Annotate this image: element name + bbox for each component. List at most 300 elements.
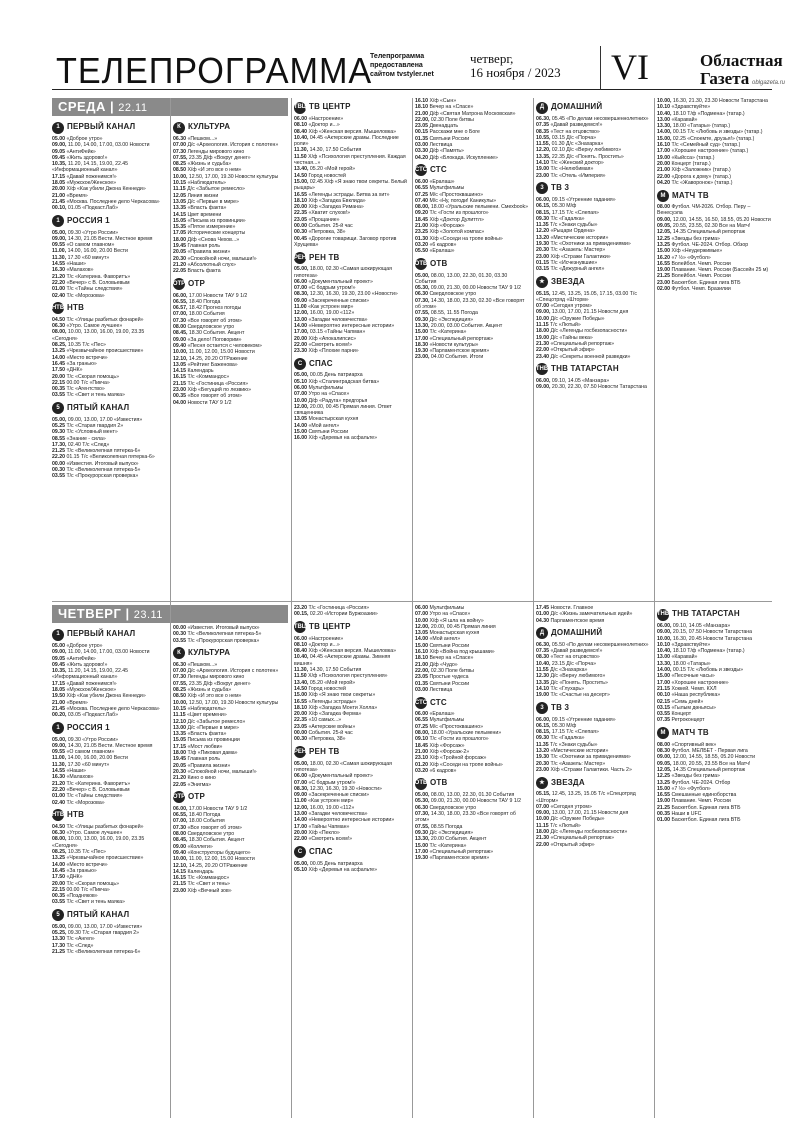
channel-logo-icon: РЕН xyxy=(294,746,306,758)
program-entry: 13.20 «Мистические истории» xyxy=(536,748,609,755)
program-entry: 14.00 «Невероятно интересные истории» xyxy=(294,817,395,824)
channel-logo-icon: РЕН xyxy=(294,252,306,264)
program-entry: 18.05 «Мужское/Женское» xyxy=(52,687,117,694)
program-entry: 10.35, 11.20, 14.15, 19.00, 22.45 «Информационный канал» xyxy=(52,668,129,681)
program-entry: 22.00 «Открытый эфир» xyxy=(536,347,595,354)
column-divider xyxy=(533,98,534,1118)
program-entry: 12.00, 16.00, 19.00 «112» xyxy=(294,804,355,811)
program-entry: 06.57, 18.42 Прогноз погоды xyxy=(173,305,242,312)
program-entry: 23.10 Х/ф «Тройной форсаж» xyxy=(415,755,487,762)
day-separator xyxy=(52,601,772,602)
program-entry: 10.00 Х/ф «Я шла на войну» xyxy=(415,617,484,624)
program-entry: 05.15, 12.45, 13.25, 15.05, 17.15, 03.00 Т/с «Спецотряд «Шторм» xyxy=(536,290,637,303)
program-entry: 09.00, 20.15, 07.50 Новости Татарстана xyxy=(657,629,753,636)
program-entry: 10.15 «Наблюдатель» xyxy=(173,180,226,187)
program-entry: 08.30, 12.30, 16.30, 19.30, 23.00 «Новости» xyxy=(294,291,398,298)
program-entry: 23.00 Х/ф «Бегущий по лезвию» xyxy=(173,386,251,393)
channel-name: ПЕРВЫЙ КАНАЛ xyxy=(67,122,136,132)
channel-header xyxy=(52,215,167,228)
program-entry: 15.35 «Пятое измерение» xyxy=(173,224,236,231)
program-entry: 09.00, 11.00, 14.00, 17.00, 03.00 Новости xyxy=(52,142,150,149)
program-entry: 14.55 «Наши» xyxy=(52,261,86,268)
program-entry: 07.30 «Все говорят об этом» xyxy=(173,317,242,324)
program-entry: 22.00, 02.30 Поле битвы xyxy=(415,667,474,674)
program-entry: 19.50 Х/ф «Как убили Джона Кеннеди» xyxy=(52,693,146,700)
program-entry: 13.30, 20.00 События. Акцент xyxy=(415,836,487,843)
program-entry: 16.55 «Легенды эстрады» xyxy=(294,698,357,705)
program-entry: 12.25 «Звезды без грима» xyxy=(657,235,720,242)
channel-header xyxy=(52,302,167,315)
program-entry: 06.30 «Утро. Самое лучшее» xyxy=(52,830,123,837)
program-entry: 12.00, 16.00, 19.00 «112» xyxy=(294,310,355,317)
program-entry: 08.45, 18.30 События. Акцент xyxy=(173,837,245,844)
program-entry: 12.10 Д/с «Забытое ремесло» xyxy=(173,718,246,725)
program-entry: 00.00 «Известия. Итоговый выпуск» xyxy=(52,460,139,467)
channel-name: ОТР xyxy=(188,278,206,288)
channel-header xyxy=(657,608,772,621)
program-entry: 09.00, 13.00, 17.00, 21.15 Новости дня xyxy=(536,810,629,817)
program-entry: 00.00 События. 25-й час xyxy=(294,730,353,737)
program-entry: 17.00 «Хорошее настроение» xyxy=(657,679,729,686)
program-entry: 07.55, 23.35 Д/ф «Вокруг денег» xyxy=(173,154,251,161)
program-entry: 00.30 «Петровка, 38» xyxy=(294,736,346,743)
program-entry: 07.40 М/с «Ну, погоди! Каникулы» xyxy=(415,197,496,204)
program-entry: 21.45 «Москва. Последнее дело Черкасова» xyxy=(52,705,160,712)
program-entry: 09.00, 14.30, 21.05 Вести. Местное время xyxy=(52,742,153,749)
program-entry: 23.05 «Прощание» xyxy=(294,216,340,223)
program-entry: 11.15 Т/с «Лютый» xyxy=(536,822,581,829)
channel-logo-icon: К xyxy=(173,647,185,659)
program-entry: 19.45 Главная роль xyxy=(173,756,221,763)
program-entry: 05.00, 09.30 «Утро России» xyxy=(52,229,119,236)
program-entry: 07.00 Утро на «Спасе» xyxy=(415,611,471,618)
channel-name: МАТЧ ТВ xyxy=(672,728,709,738)
program-entry: 05.00, 09.00, 13.00, 17.00 «Известия» xyxy=(52,416,143,423)
program-entry: 11.50 Х/ф «Психология преступления» xyxy=(294,673,388,680)
program-entry: 11.00, 14.00, 16.00, 20.00 Вести xyxy=(52,248,128,255)
program-entry: 08.00 Свердловское утро xyxy=(173,831,235,838)
program-entry: 07.00 «С бодрым утром!» xyxy=(294,779,356,786)
channel-header xyxy=(536,776,651,789)
program-entry: 06.00 Мультфильмы xyxy=(294,384,344,391)
program-entry: 01.35 Святыни России xyxy=(415,680,470,687)
program-entry: 10.40, 18.10 Т/ф «Подмена» (татар.) xyxy=(657,648,745,655)
program-entry: 23.05 «Актерские войны» xyxy=(294,723,356,730)
program-entry: 05.25, 09.30 Т/с «Старая гвардия 2» xyxy=(52,929,139,936)
program-entry: 18.10 Х/ф «Загадка Евклида» xyxy=(294,197,366,204)
program-entry: 11.35 Т/с «Знаки судьбы» xyxy=(536,741,598,748)
program-entry: 21.20 «Абсолютный слух» xyxy=(173,261,236,268)
day-label: ЧЕТВЕРГ | xyxy=(58,606,134,621)
channel-header xyxy=(294,746,409,759)
program-entry: 08.30 «Тест на отцовство» xyxy=(536,654,600,661)
channel-header xyxy=(657,189,772,202)
channel-header xyxy=(657,727,772,740)
program-entry: 12.20 «Рыцари Ордена» xyxy=(536,228,595,235)
program-entry: 12.05, 14.35 Специальный репортаж xyxy=(657,766,746,773)
program-entry: 08.00, 10.00, 13.00, 16.00, 19.00, 23.35 «Сегодня» xyxy=(52,836,145,849)
program-entry: 21.00 «Время» xyxy=(52,699,88,706)
channel-name: РОССИЯ 1 xyxy=(67,722,110,732)
schedule-column xyxy=(52,118,167,598)
program-entry: 06.30, 05.45 «По делам несовершеннолетних» xyxy=(536,116,649,122)
program-entry: 18.30 «Новости культуры» xyxy=(415,341,479,348)
program-entry: 09.00, 12.00, 14.55, 16.50, 18.55, 05.20 Новости xyxy=(657,216,771,223)
program-entry: 05.30, 09.00, 21.30, 00.00 Новости ТАУ 9 1/2 xyxy=(415,285,522,292)
program-entry: 00.35 Наши в UFC xyxy=(657,811,702,818)
program-entry: 00.00 «Известия. Итоговый выпуск» xyxy=(173,625,260,631)
program-entry: 03.15 «Гылым дөньясы» xyxy=(657,704,716,711)
program-entry: 18.00 Д/с «Легенды госбезопасности» xyxy=(536,829,628,836)
program-entry: 15.00 Святыни России xyxy=(294,429,349,436)
channel-name: РЕН ТВ xyxy=(309,746,340,756)
program-entry: 11.55 Д/с «Знахарка» xyxy=(536,667,588,674)
program-entry: 13.05 «Рейтинг Баженова» xyxy=(173,361,238,368)
program-entry: 09.55 «О самом главном» xyxy=(52,242,115,249)
channel-logo-icon: М xyxy=(657,727,669,739)
program-entry: 06.00, 17.00 Новости ТАУ 9 1/2 xyxy=(173,805,248,812)
issue-date xyxy=(470,52,561,80)
program-entry: 08.15, 17.15 Т/с «Слепая» xyxy=(536,729,599,736)
column-divider xyxy=(291,98,292,1118)
channel-logo-icon: ОТВ xyxy=(415,778,427,790)
program-entry: 12.30 Д/с «Верну любимого» xyxy=(536,673,606,680)
program-entry: 07.30, 14.30, 18.00, 23.30 «Все говорят об этом» xyxy=(415,811,516,824)
schedule-column xyxy=(52,625,167,1120)
program-entry: 00.35 «Поздняков» xyxy=(52,893,98,900)
program-entry: 03.00 Лествица xyxy=(415,142,453,149)
program-entry: 01.00 Т/с «Тайны следствия» xyxy=(52,793,123,800)
program-entry: 23.05 Двенадцать xyxy=(415,123,459,130)
schedule-column xyxy=(536,98,651,598)
program-entry: 20.00 Концерт (татар.) xyxy=(657,160,711,167)
program-entry: 13.30 Т/с «Ангел» xyxy=(52,936,95,943)
program-entry: 00.35 «Все говорят об этом» xyxy=(173,393,242,400)
program-entry: 07.25 М/с «Простоквашино» xyxy=(415,191,483,198)
column-divider xyxy=(170,98,171,1118)
program-entry: 09.00 «Коллеги» xyxy=(173,843,213,850)
program-entry: 10.00, 16.30, 21.30, 23.30 Новости Татарстана xyxy=(657,98,768,104)
program-entry: 11.30, 14.30, 17.50 События xyxy=(294,667,362,674)
program-entry: 12.05, 14.35 Специальный репортаж xyxy=(657,229,746,236)
channel-logo-icon: 5 xyxy=(52,402,64,414)
program-entry: 08.10 «Доктор и...» xyxy=(294,122,340,129)
program-entry: 07.00 «Сегодня утром» xyxy=(536,803,592,810)
channel-logo-icon: 1 xyxy=(52,215,64,227)
program-entry: 11.15 Т/с «Лютый» xyxy=(536,322,581,329)
program-entry: 21.00 Д/ф «Святая Матрона Московская» xyxy=(415,110,516,117)
program-entry: 00.30 Т/с «Великолепная пятерка-5» xyxy=(173,631,262,638)
program-entry: 07.30, 14.30, 18.00, 23.30, 02.30 «Все говорят об этом» xyxy=(415,297,525,311)
program-entry: 05.30, 09.00, 21.30, 00.00 Новости ТАУ 9 1/2 xyxy=(415,798,522,805)
program-entry: 22.05 «Энигма» xyxy=(173,781,212,788)
program-entry: 20.00 Х/ф «Пекло» xyxy=(294,829,340,836)
program-entry: 10.00, 16.30, 20.45 Новости Татарстана xyxy=(657,635,753,642)
program-entry: 19.30 Т/с «Охотники за привидениями» xyxy=(536,754,631,761)
program-entry: 08.00 Футбол. ЧМ-2026. Отбор. Перу – Венесуэла xyxy=(657,204,751,217)
program-entry: 14.15 Календарь xyxy=(173,868,214,875)
program-entry: 17.00 «Специальный репортаж» xyxy=(415,335,493,342)
program-entry: 20.00 Т/с «Скорая помощь» xyxy=(52,880,119,887)
program-entry: 04.00 Новости ТАУ 9 1/2 xyxy=(173,399,232,406)
program-entry: 05.00, 08.00, 13.00, 22.30, 01.30, 03.30 События xyxy=(415,272,508,285)
program-entry: 19.45 Главная роль xyxy=(173,243,221,250)
channel-header xyxy=(173,121,288,134)
program-entry: 23.20 Т/с «Гостиница «Россия» xyxy=(294,605,370,611)
channel-logo-icon: ТВЦ xyxy=(294,102,306,114)
program-entry: 16.00 Х/ф «Деревья на асфальте» xyxy=(294,435,378,442)
program-entry: 18.10 Х/ф «Загадка Монти Холла» xyxy=(294,704,378,711)
program-entry: 13.30, 18.00 «Татары» (татар.) xyxy=(657,123,731,130)
channel-name: ТВ ЦЕНТР xyxy=(309,621,351,631)
program-entry: 03.55 Т/с «Свет и тень маяка» xyxy=(52,899,125,906)
program-entry: 00.15 Расскажи мне о Боге xyxy=(415,129,480,136)
program-entry: 21.15 Хоккей. Чемп. КХЛ xyxy=(657,685,717,692)
program-entry: 05.15, 12.45, 13.25, 15.05 Т/с «Спецотряд «Шторм» xyxy=(536,791,636,804)
program-entry: 08.25 «Жизнь и судьба» xyxy=(173,161,232,168)
channel-logo-icon: М xyxy=(657,190,669,202)
program-entry: 17.45 Новости. Главное xyxy=(536,605,594,611)
program-entry: 15.00 Святыни России xyxy=(415,642,470,649)
program-entry: 08.25, 10.35 Т/с «Пес» xyxy=(52,849,106,856)
program-entry: 03.30 Д/ф «Память» xyxy=(415,148,464,155)
page-title: ТЕЛЕПРОГРАММА xyxy=(56,50,373,91)
day-date: 23.11 xyxy=(133,609,163,621)
program-entry: 13.25 Футбол. ЧЕ-2024. Отбор. Обзор xyxy=(657,241,749,248)
program-entry: 06.00, 09.15 «Утренние гадания» xyxy=(536,196,616,203)
channel-name: ТВ 3 xyxy=(551,702,570,712)
program-entry: 14.15 Календарь xyxy=(173,368,214,375)
program-entry: 05.50 «Ералаш» xyxy=(415,248,455,255)
program-entry: 11.30, 14.30, 17.50 События xyxy=(294,147,362,154)
program-entry: 22.15 00.00 Т/с «Пикча» xyxy=(52,379,110,386)
channel-name: ДОМАШНИЙ xyxy=(551,102,603,112)
program-entry: 13.05 Д/с «Первые в мире» xyxy=(173,198,239,205)
program-entry: 07.00 Д/с «Археология. История с полотен» xyxy=(173,668,279,675)
schedule-column xyxy=(415,605,530,1120)
program-entry: 09.30 Т/с «Гадалка» xyxy=(536,735,585,742)
program-entry: 08.25 «Жизнь и судьба» xyxy=(173,687,232,694)
channel-name: СПАС xyxy=(309,846,333,856)
program-entry: 19.00 «Кыйсса» (татар.) xyxy=(657,154,715,161)
program-entry: 14.50 Город новостей xyxy=(294,172,346,179)
program-entry: 07.00 Д/с «Археология. История с полотен» xyxy=(173,142,279,149)
channel-logo-icon: НТВ xyxy=(52,809,64,821)
program-entry: 13.00 «Загадки человечества» xyxy=(294,811,368,818)
program-entry: 21.00 «Время» xyxy=(52,192,88,199)
program-entry: 09.00, 12.00, 14.55, 18.55, 05.20 Новости xyxy=(657,754,755,761)
program-entry: 07.30 Легенды мирового кино xyxy=(173,674,245,681)
program-entry: 03.55 Т/с «Прокурорская проверка» xyxy=(173,637,260,644)
program-entry: 10.00 Д/с «Оружие Победы» xyxy=(536,315,605,322)
program-entry: 22.05 Власть факта xyxy=(173,268,221,275)
channel-name: ОТВ xyxy=(430,258,448,268)
program-entry: 08.40 Х/ф «Женская версия. Мышеловка» xyxy=(294,648,396,655)
program-entry: 12.20, 02.10 Д/с «Верну любимого» xyxy=(536,147,622,154)
program-entry: 03.00 Лествица xyxy=(415,686,453,693)
program-entry: 02.00 Футбол. Чемп. Бразилии xyxy=(657,286,731,293)
program-entry: 07.55, 08.55, 11.55 Погода xyxy=(415,310,478,317)
program-entry: 19.00 Т/с «Нелюбимая» xyxy=(536,166,594,173)
channel-name: ТВ 3 xyxy=(551,183,570,193)
program-entry: 13.25 «Чрезвычайное происшествие» xyxy=(52,855,144,862)
program-entry: 16.45 «За гранью» xyxy=(52,867,97,874)
channel-name: РЕН ТВ xyxy=(309,252,340,262)
program-entry: 06.00, 09.10, 14.05 «Манзара» xyxy=(536,377,610,384)
program-entry: 08.15, 17.15 Т/с «Слепая» xyxy=(536,209,599,216)
program-entry: 00.10, 01.05 «Подкаст.Лаб» xyxy=(52,205,118,212)
program-entry: 11.35 Т/с «Знаки судьбы» xyxy=(536,222,598,229)
program-entry: 21.15 Т/с «Свет и тень» xyxy=(173,881,230,888)
program-entry: 14.00, 00.15 Т/с «Любовь и звезды» (татар.) xyxy=(657,129,763,136)
program-entry: 08.00, 18.00 «Уральские пельмени» xyxy=(415,730,502,737)
program-entry: 23.00 Баскетбол. Единая лига ВТБ xyxy=(657,279,741,286)
program-entry: 09.05, 18.00, 20.55, 23.55 Все на Матч! xyxy=(657,760,751,767)
channel-name: СТС xyxy=(430,165,447,175)
program-entry: 09.30 Т/с «Гадалка» xyxy=(536,215,585,222)
program-entry: 07.55, 08.55 Погода xyxy=(415,823,463,830)
program-entry: 21.15 Т/с «Гостиница «Россия» xyxy=(173,380,249,387)
program-entry: 01.35 Святыни России xyxy=(415,135,470,142)
program-entry: 05.10 Х/ф «Сталинградская битва» xyxy=(294,378,380,385)
program-entry: 07.00 «Сегодня утром» xyxy=(536,303,592,310)
program-entry: 22.00 «Дорога к дому» (татар.) xyxy=(657,173,731,180)
program-entry: 07.35 «Давай разведемся!» xyxy=(536,648,603,655)
program-entry: 10.00, 12.50, 17.00, 19.30 Новости культуры xyxy=(173,699,279,706)
program-entry: 10.10 «Здравствуйте» xyxy=(657,641,711,648)
program-entry: 13.05 Монастырская кухня xyxy=(294,416,359,423)
channel-header xyxy=(294,357,409,370)
program-entry: 19.30 Т/с «Охотники за привидениями» xyxy=(536,241,631,248)
program-entry: 13.30, 20.00, 03.00 События. Акцент xyxy=(415,322,503,329)
program-entry: 08.50 Х/ф «И это все о нем» xyxy=(173,693,242,700)
channel-name: НТВ xyxy=(67,303,85,313)
program-entry: 00.20, 03.05 «Подкаст.Лаб» xyxy=(52,712,118,719)
channel-header xyxy=(536,363,651,376)
channel-logo-icon: ТВЦ xyxy=(294,621,306,633)
schedule-column xyxy=(657,605,772,1120)
schedule-column xyxy=(657,98,772,598)
program-entry: 01.00 Д/с «Жизнь замечательных идей» xyxy=(536,611,633,618)
program-entry: 08.40 Х/ф «Женская версия. Мышеловка» xyxy=(294,128,396,135)
program-entry: 08.25, 10.35 Т/с «Пес» xyxy=(52,342,106,349)
program-entry: 08.00 Свердловское утро xyxy=(173,324,235,331)
channel-header xyxy=(294,101,409,114)
channel-name: ДОМАШНИЙ xyxy=(551,628,603,638)
program-entry: 14.00 «Невероятно интересные истории» xyxy=(294,322,395,329)
channel-header xyxy=(52,121,167,134)
channel-logo-icon: 5 xyxy=(52,909,64,921)
program-entry: 19.00 Плавание. Чемп. России (Бассейн 25 м) xyxy=(657,267,769,274)
program-entry: 12.25 «Звезды без грима» xyxy=(657,773,720,780)
program-entry: 09.45 «Жить здорово!» xyxy=(52,154,108,161)
program-entry: 14.00 «Место встречи» xyxy=(52,354,108,361)
program-entry: 14.00 «Место встречи» xyxy=(52,861,108,868)
program-entry: 01.15 Т/с «Исчезнувшие» xyxy=(536,259,598,266)
channel-logo-icon: 3 xyxy=(536,702,548,714)
program-entry: 15.00 «7 ½» «Футбол» xyxy=(657,785,711,792)
program-entry: 13.40, 05.20 «Мой герой» xyxy=(294,679,356,686)
program-entry: 01.30 Х/ф «Соседи на тропе войны» xyxy=(415,235,503,242)
program-entry: 15.00 Т/с «Катерина» xyxy=(415,842,467,849)
program-entry: 00.10 «Наша республика» xyxy=(657,692,721,699)
program-entry: 06.00, 09.15 «Утренние гадания» xyxy=(536,716,616,723)
channel-logo-icon: СТС xyxy=(415,164,427,176)
channel-header xyxy=(415,164,530,177)
program-entry: 07.00, 18.00 События xyxy=(173,311,225,318)
program-entry: 07.30 «Все говорят об этом» xyxy=(173,824,242,831)
program-entry: 23.25 Х/ф «Золотой компас» xyxy=(415,229,485,236)
program-entry: 20.30 Т/с «Азазель: Мастер» xyxy=(536,247,606,254)
channel-name: ТНВ ТАТАРСТАН xyxy=(672,609,740,619)
channel-name: ПЕРВЫЙ КАНАЛ xyxy=(67,629,136,639)
newspaper-logo: Областная Газета xyxy=(700,51,783,88)
program-entry: 14.00, 00.15 Т/с «Любовь и звезды» xyxy=(657,667,743,674)
program-entry: 19.00 Плавание. Чемп. России xyxy=(657,798,731,805)
program-entry: 17.05 Исторические концерты xyxy=(173,230,246,237)
program-entry: 18.45 Х/ф «Форсаж» xyxy=(415,742,465,749)
program-entry: 23.00 Х/ф «Стражи Галактики. Часть 2» xyxy=(536,766,632,773)
program-entry: 11.15 Д/с «Забытое ремесло» xyxy=(173,186,245,193)
channel-header xyxy=(52,402,167,415)
day-label: СРЕДА | xyxy=(58,99,119,114)
program-entry: 08.55 «Знание - сила» xyxy=(52,435,106,442)
program-entry: 19.00 Д/с «Тайны века» xyxy=(536,334,593,341)
program-entry: 19.30 «Парламентское время» xyxy=(415,348,490,355)
program-entry: 13.35, 22.35 Д/с «Понять. Простить» xyxy=(536,153,624,160)
channel-header xyxy=(415,696,530,709)
program-entry: 23.00 Х/ф «Вечный зов» xyxy=(173,887,232,894)
program-entry: 22.20 «Вечер» с В. Соловьевым xyxy=(52,786,130,793)
program-entry: 14.00 «Мой ангел» xyxy=(294,422,340,429)
program-entry: 06.30 «Утро. Самое лучшее» xyxy=(52,323,123,330)
program-entry: 21.00 Х/ф «Заложник» (татар.) xyxy=(657,167,731,174)
program-entry: 09.40 «Конструкторы будущего» xyxy=(173,849,251,856)
program-entry: 02.40 Т/с «Морозова» xyxy=(52,292,105,299)
program-entry: 06.55, 18.40 Погода xyxy=(173,812,221,819)
program-entry: 05.00, 00.05 День патриарха xyxy=(294,860,363,867)
channel-name: РОССИЯ 1 xyxy=(67,215,110,225)
program-entry: 10.40, 18.10 Т/ф «Подмена» (татар.) xyxy=(657,110,745,117)
program-entry: 08.00, 18.00 «Уральские пельмени. Смехbook» xyxy=(415,204,528,211)
channel-logo-icon: 1 xyxy=(52,722,64,734)
program-entry: 22.35 «Хватит слухов!» xyxy=(294,210,351,217)
program-entry: 17.00 «Хорошее настроение» (татар.) xyxy=(657,148,749,155)
program-entry: 03.20 «6 кадров» xyxy=(415,241,457,248)
program-entry: 02.40 Т/с «Морозова» xyxy=(52,799,105,806)
program-entry: 21.25 Баскетбол. Единая лига ВТБ xyxy=(657,804,741,811)
program-entry: 23.40 Д/с «Секреты военной разведки» xyxy=(536,353,631,360)
channel-name: КУЛЬТУРА xyxy=(188,648,231,658)
program-entry: 15.00, 02.45 Х/ф «Я знаю твои секреты. Белый рыцарь» xyxy=(294,178,407,192)
channel-header xyxy=(173,647,288,660)
program-entry: 20.30 «Спокойной ночи, малыши!» xyxy=(173,255,257,262)
program-entry: 17.15 «Давай поженимся!» xyxy=(52,173,117,180)
program-entry: 06.00 «Настроение» xyxy=(294,635,344,642)
program-entry: 21.25 Т/с «Великолепная пятерка-6» xyxy=(52,448,141,455)
program-entry: 10.35, 11.20, 14.15, 19.00, 22.45 «Информационный канал» xyxy=(52,161,129,174)
program-entry: 07.00 «С бодрым утром!» xyxy=(294,285,356,292)
channel-header xyxy=(52,722,167,735)
program-entry: 13.05 Монастырская кухня xyxy=(415,630,480,637)
channel-logo-icon: ОТР xyxy=(173,791,185,803)
program-entry: 11.00 «Как устроен мир» xyxy=(294,798,354,805)
program-entry: 08.00 «Спортивный век» xyxy=(657,741,717,748)
schedule-column xyxy=(294,98,409,598)
program-entry: 21.30 «Специальный репортаж» xyxy=(536,340,614,347)
program-entry: 19.00 Т/с «Счастье на десерт» xyxy=(536,692,610,699)
program-entry: 21.00 Х/ф «Форсаж» xyxy=(415,223,465,230)
